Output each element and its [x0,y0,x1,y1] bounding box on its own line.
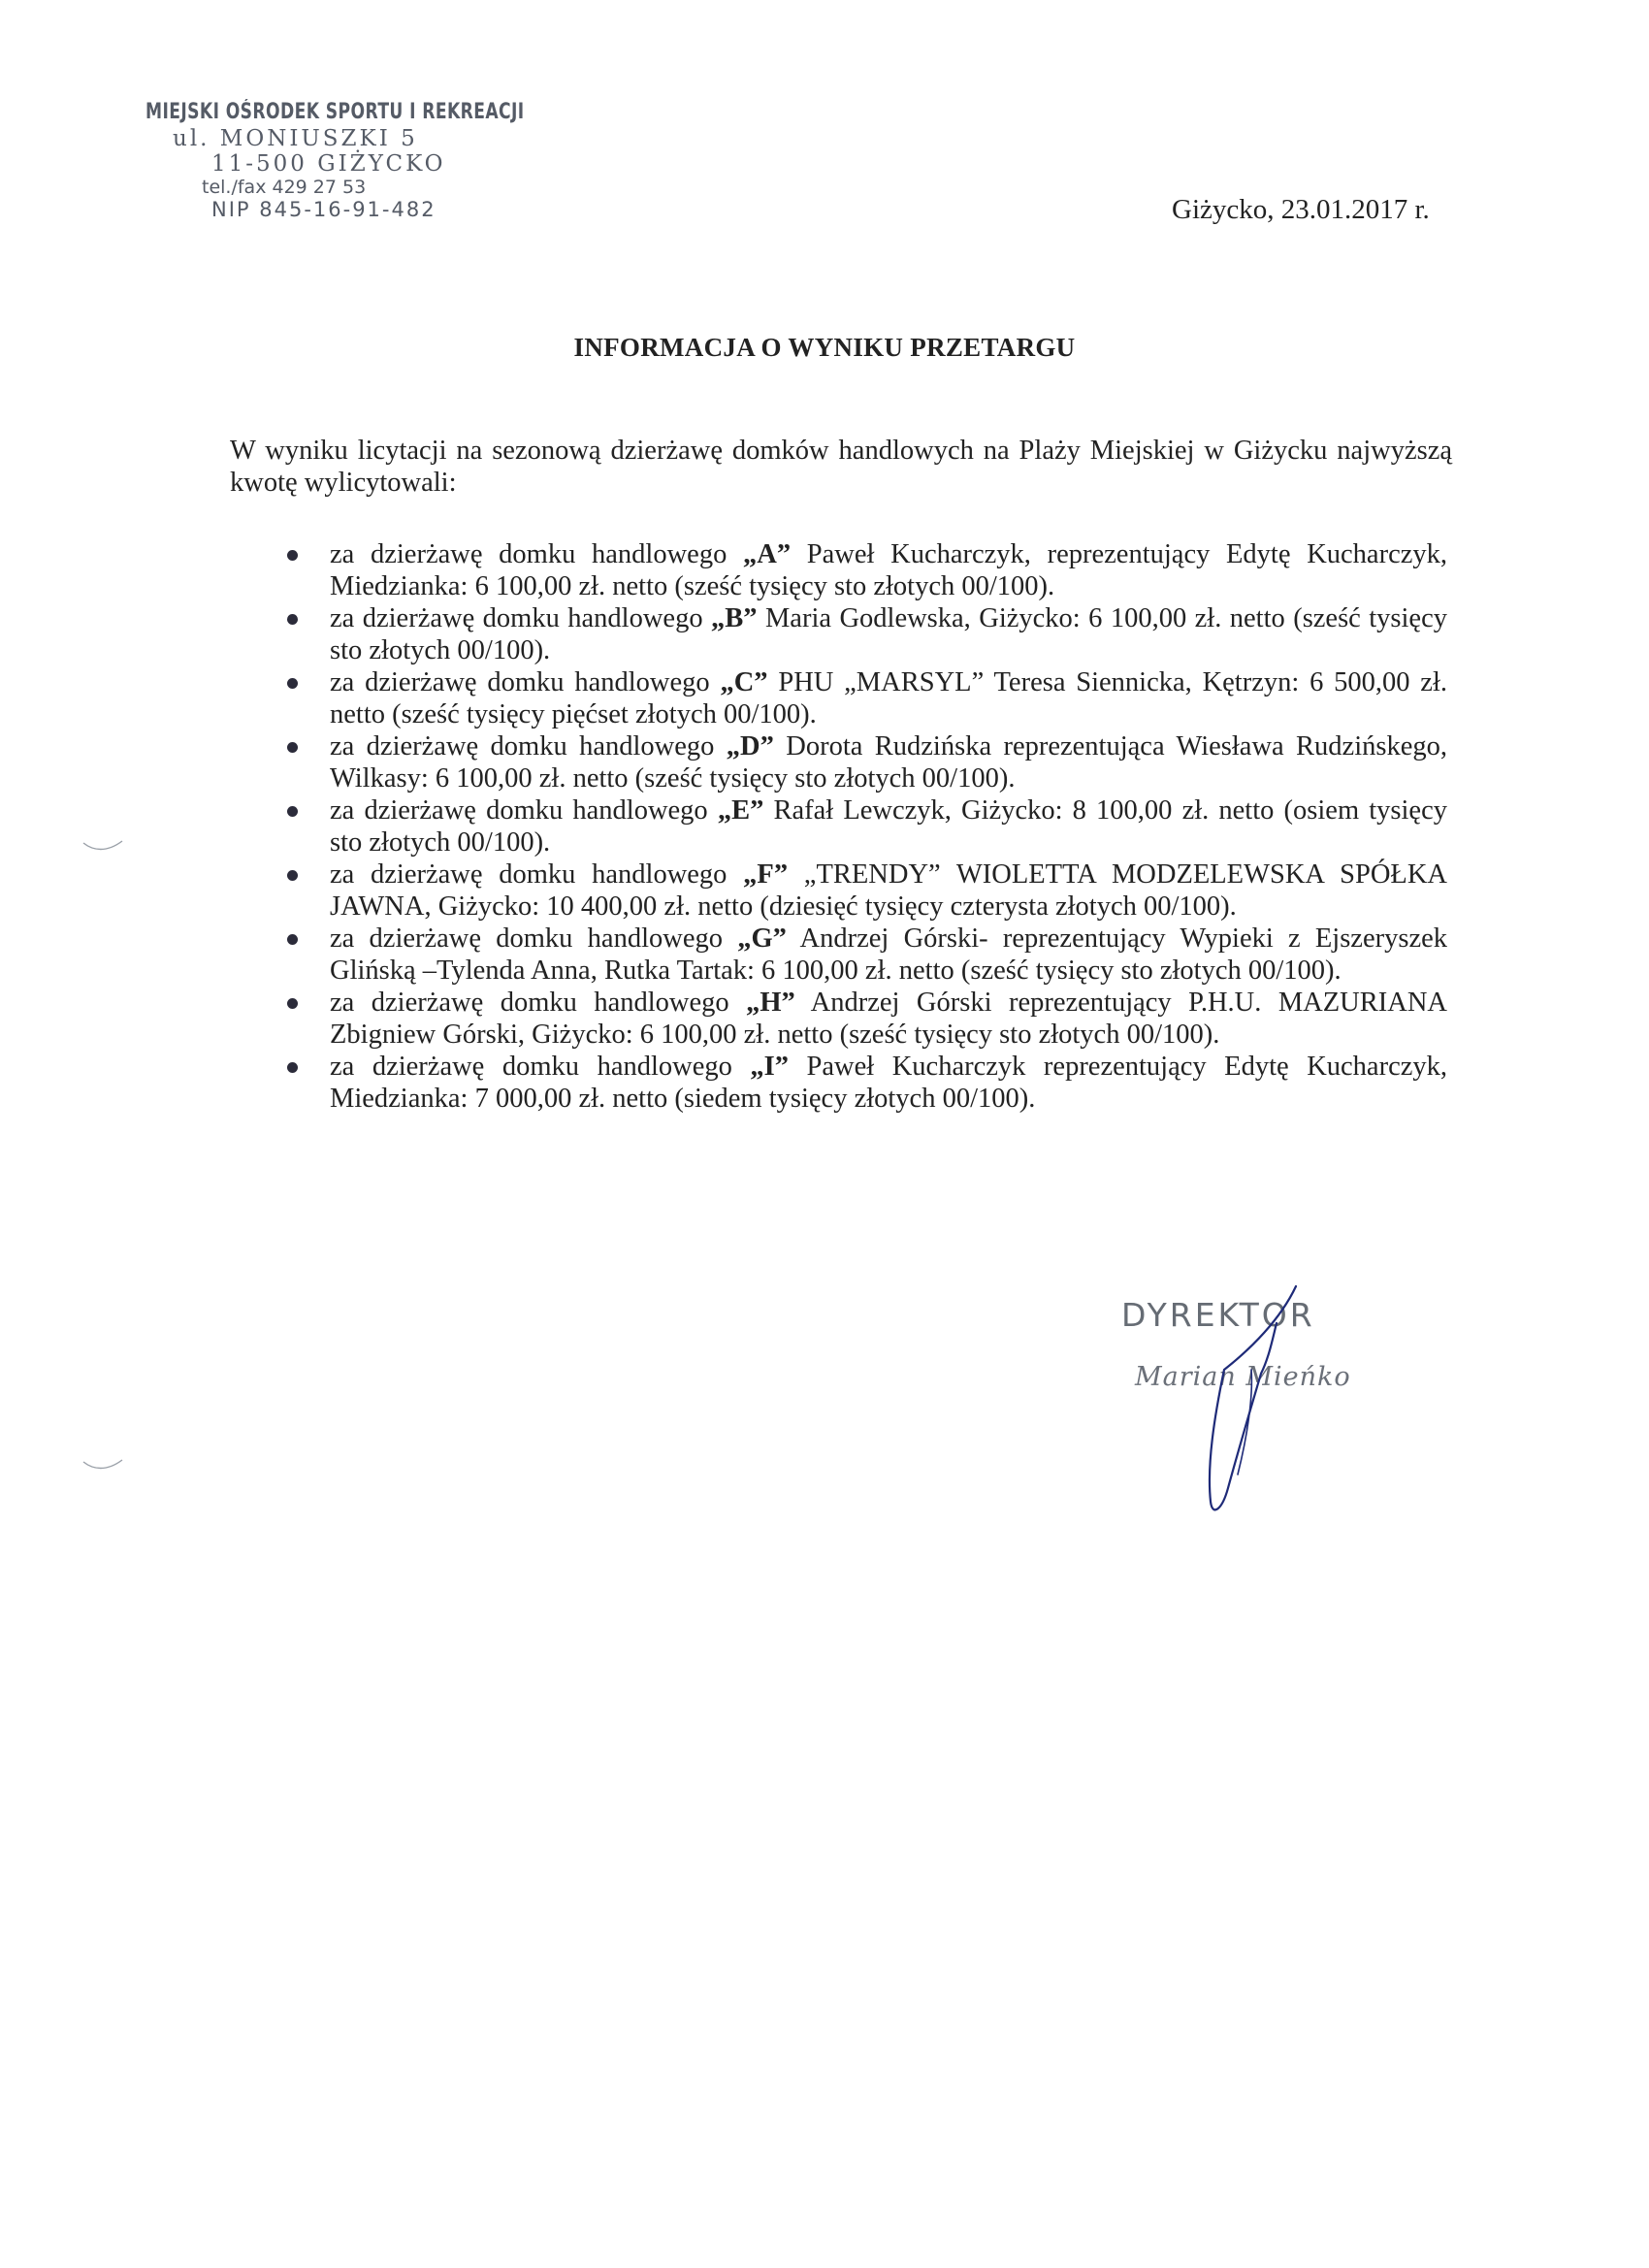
signature-block [1106,1280,1416,1533]
bullet-icon [287,614,298,625]
list-item [287,602,1447,666]
bullet-icon [287,870,298,881]
intro-paragraph: W wyniku licytacji na sezonową dzierżawę domków handlowych na Plaży Miejskiej w Giżycku najwyższą kwotę wylicytowali: [230,436,1452,498]
item-letter: „E” [717,795,764,826]
signature-role-stamp: DYREKTOR [1121,1296,1315,1334]
list-item [287,923,1447,987]
institution-stamp [146,100,553,221]
list-item [287,666,1447,730]
stamp-phone: tel./fax 429 27 53 [202,177,367,198]
document-date: Giżycko, 23.01.2017 r. [1172,194,1430,225]
bullet-icon [287,998,298,1009]
handwritten-signature [1106,1280,1416,1533]
list-item [287,794,1447,859]
scan-artifact-mark [80,829,128,859]
list-item-text: za dzierżawę domku handlowego „C” PHU „MARSYL” Teresa Siennicka, Kętrzyn: 6 500,00 zł. netto (sześć tysięcy pięćset złotych 00/100). [330,667,1447,729]
bullet-icon [287,806,298,817]
bullet-icon [287,742,298,753]
stamp-nip: NIP 845-16-91-482 [211,198,436,221]
list-item-text: za dzierżawę domku handlowego „G” Andrzej Górski- reprezentujący Wypieki z Ejszeryszek Glińską –Tylenda Anna, Rutka Tartak: 6 100,00 zł. netto (sześć tysięcy sto złotych 00/100). [330,923,1447,986]
scan-artifact-mark [80,1450,128,1479]
item-letter: „H” [746,988,795,1018]
list-item [287,987,1447,1051]
item-letter: „G” [737,923,787,954]
list-item-text: za dzierżawę domku handlowego „D” Dorota Rudzińska reprezentująca Wiesława Rudzińskego, Wilkasy: 6 100,00 zł. netto (sześć tysięcy sto złotych 00/100). [330,731,1447,794]
list-item-text: za dzierżawę domku handlowego „H” Andrzej Górski reprezentujący P.H.U. MAZURIANA Zbigniew Górski, Giżycko: 6 100,00 zł. netto (sześć tysięcy sto złotych 00/100). [330,988,1447,1050]
item-letter: „F” [743,859,789,890]
bullet-icon [287,934,298,945]
stamp-street: ul. MONIUSZKI 5 [173,126,418,151]
list-item [287,538,1447,602]
list-item [287,730,1447,794]
stamp-city: 11-500 GIŻYCKO [211,151,446,177]
list-item [287,859,1447,923]
list-item-text: za dzierżawę domku handlowego „A” Paweł Kucharczyk, reprezentujący Edytę Kucharczyk, Miedzianka: 6 100,00 zł. netto (sześć tysięcy sto złotych 00/100). [330,539,1447,601]
results-list [287,538,1447,1115]
stamp-institution-name: MIEJSKI OŚRODEK SPORTU I REKREACJI [146,100,525,124]
bullet-icon [287,678,298,689]
list-item-text: za dzierżawę domku handlowego „I” Paweł Kucharczyk reprezentujący Edytę Kucharczyk, Miedzianka: 7 000,00 zł. netto (siedem tysięcy złotych 00/100). [330,1052,1447,1114]
item-letter: „A” [743,539,792,569]
item-letter: „D” [726,731,774,761]
list-item [287,1051,1447,1115]
list-item-text: za dzierżawę domku handlowego „F” „TRENDY” WIOLETTA MODZELEWSKA SPÓŁKA JAWNA, Giżycko: 10 400,00 zł. netto (dziesięć tysięcy czterysta złotych 00/100). [330,859,1447,922]
item-letter: „I” [750,1052,789,1082]
list-item-text: za dzierżawę domku handlowego „B” Maria Godlewska, Giżycko: 6 100,00 zł. netto (sześć tysięcy sto złotych 00/100). [330,603,1447,665]
item-letter: „C” [720,667,768,697]
item-letter: „B” [711,603,758,633]
bullet-icon [287,1062,298,1073]
list-item-text: za dzierżawę domku handlowego „E” Rafał Lewczyk, Giżycko: 8 100,00 zł. netto (osiem tysięcy sto złotych 00/100). [330,795,1447,858]
signature-name-stamp: Marian Mieńko [1135,1362,1351,1392]
document-title: INFORMACJA O WYNIKU PRZETARGU [573,333,1076,362]
bullet-icon [287,550,298,561]
